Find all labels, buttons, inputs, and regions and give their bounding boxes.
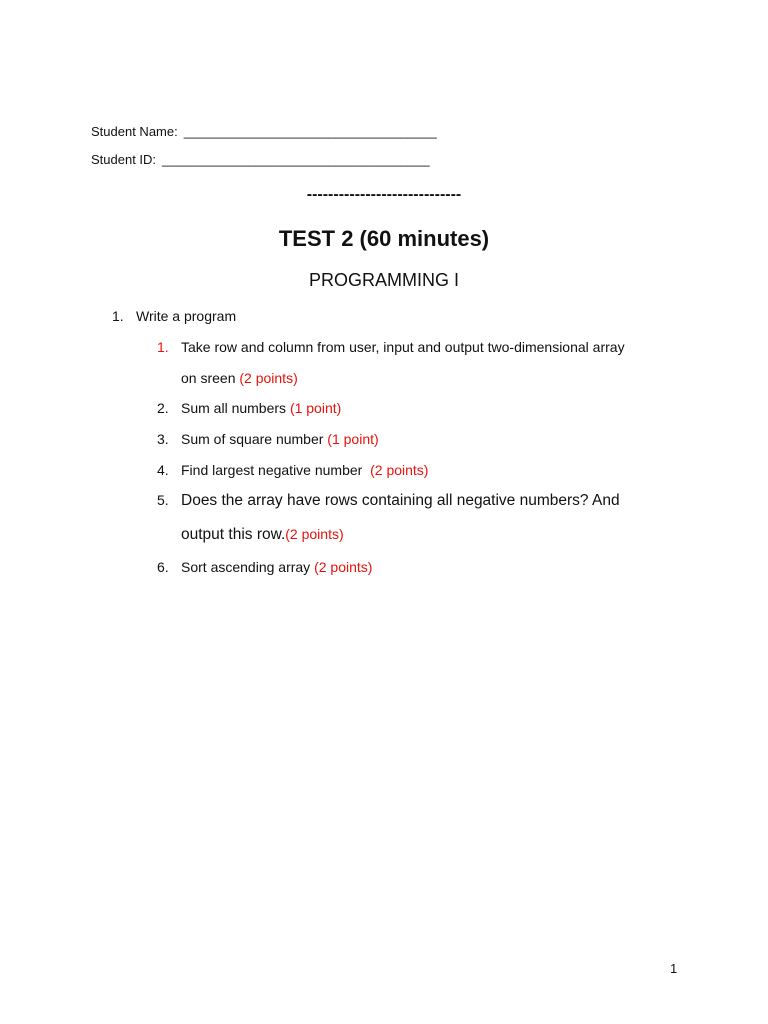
question-number: 1. <box>112 308 124 324</box>
student-id-field <box>91 152 430 167</box>
student-name-blank: ___________________________________ <box>183 124 437 139</box>
test-title: TEST 2 (60 minutes) <box>278 226 490 251</box>
item-number: 5. <box>157 492 169 508</box>
item-number: 1. <box>157 339 169 355</box>
question-1 <box>112 308 236 324</box>
item-continuation-text: on sreen <box>181 370 240 386</box>
item-text: Sum of square number <box>181 431 328 447</box>
student-id-label: Student ID: <box>91 152 157 167</box>
item-points: (2 points) <box>314 559 373 575</box>
item-continuation-text: output this row. <box>181 526 286 543</box>
item-text: Sort ascending array <box>181 559 315 575</box>
item-number: 2. <box>157 400 169 416</box>
item-text: Take row and column from user, input and output two-dimensional array <box>181 339 625 355</box>
item-text: Find largest negative number <box>181 462 371 478</box>
item-points: (2 points) <box>239 370 298 386</box>
list-item <box>157 492 620 510</box>
separator-line: ----------------------------- <box>306 186 462 203</box>
course-subtitle: PROGRAMMING I <box>308 270 459 290</box>
item-text: Does the array have rows containing all negative numbers? And <box>181 492 620 509</box>
page-number: 1 <box>670 961 678 976</box>
list-item <box>157 559 372 575</box>
item-points: (2 points) <box>285 526 344 542</box>
item-number: 6. <box>157 559 169 575</box>
list-item-continuation <box>181 526 344 544</box>
item-number: 3. <box>157 431 169 447</box>
list-item <box>157 431 379 447</box>
student-name-label: Student Name: <box>91 124 178 139</box>
item-points: (2 points) <box>370 462 429 478</box>
question-text: Write a program <box>136 308 237 324</box>
item-points: (1 point) <box>289 400 342 416</box>
student-id-blank: _____________________________________ <box>162 152 430 167</box>
list-item-continuation <box>181 370 298 386</box>
item-number: 4. <box>157 462 169 478</box>
item-points: (1 point) <box>327 431 379 447</box>
student-name-field <box>91 124 437 139</box>
list-item <box>157 339 625 355</box>
list-item <box>157 462 428 478</box>
item-text: Sum all numbers <box>181 400 290 416</box>
list-item <box>157 400 341 416</box>
